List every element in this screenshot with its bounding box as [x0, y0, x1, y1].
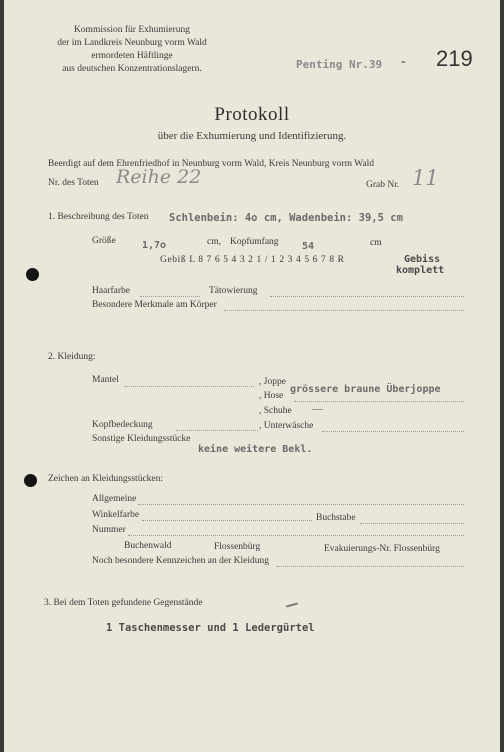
- commission-line: der im Landkreis Neunburg vorm Wald: [57, 38, 207, 48]
- commission-block: [52, 24, 212, 76]
- mantel-label: Mantel: [92, 375, 119, 385]
- sonstige-value: keine weitere Bekl.: [198, 444, 313, 455]
- commission-line: Kommission für Exhumierung: [73, 25, 191, 35]
- burial-location: Beerdigt auf dem Ehrenfriedhof in Neunburg vorm Wald, Kreis Neunburg vorm Wald: [48, 159, 374, 169]
- merkmale-label: Besondere Merkmale am Körper: [92, 300, 217, 310]
- page-subtitle: über die Exhumierung und Identifizierung.: [157, 130, 347, 142]
- flossenburg-label: Flossenbürg: [214, 542, 261, 552]
- buchenwald-label: Buchenwald: [124, 541, 172, 551]
- besondere-kennzeichen-label: Noch besondere Kennzeichen an der Kleidung: [92, 556, 269, 566]
- bone-measurements: Schlenbein: 4o cm, Wadenbein: 39,5 cm: [169, 212, 403, 224]
- toten-nr-value: Reihe 22: [116, 166, 202, 188]
- buchstabe-line: [360, 523, 464, 524]
- groesse-label: Größe: [92, 236, 116, 246]
- allgemeine-line: [138, 504, 464, 505]
- commission-line: ermordeten Häftlinge: [91, 51, 173, 61]
- section2-heading: 2. Kleidung:: [48, 352, 96, 362]
- hose-line: [294, 401, 464, 402]
- protocol-page: [4, 0, 500, 752]
- haarfarbe-label: Haarfarbe: [92, 286, 130, 296]
- kopfbedeckung-line: [176, 430, 258, 431]
- groesse-unit: cm,: [207, 237, 221, 247]
- winkelfarbe-line: [142, 520, 312, 521]
- punch-hole: [24, 474, 37, 487]
- unterwaesche-label: , Unterwäsche: [259, 421, 314, 431]
- pencil-mark: [286, 602, 298, 607]
- schuhe-value: —: [312, 403, 323, 415]
- buchstabe-label: Buchstabe: [316, 513, 356, 523]
- commission-line: aus deutschen Konzentrationslagern.: [62, 64, 202, 74]
- hose-label: , Hose: [259, 391, 284, 401]
- gebiss-value-line2: komplett: [396, 265, 445, 276]
- header-dash: -: [401, 54, 406, 69]
- evakuierung-label: Evakuierungs-Nr. Flossenbürg: [324, 544, 440, 554]
- mantel-line: [124, 386, 254, 387]
- kopfumfang-unit: cm: [370, 238, 382, 248]
- section1-heading: 1. Beschreibung des Toten: [48, 212, 149, 222]
- zeichen-heading: Zeichen an Kleidungsstücken:: [48, 474, 164, 484]
- nummer-line: [128, 535, 464, 536]
- allgemeine-label: Allgemeine: [92, 494, 137, 504]
- besondere-kennzeichen-line: [276, 566, 464, 567]
- grab-nr-value: 11: [412, 166, 439, 190]
- sonstige-label: Sonstige Kleidungsstücke: [92, 434, 191, 444]
- winkelfarbe-label: Winkelfarbe: [92, 510, 140, 520]
- joppe-value: grössere braune Überjoppe: [290, 384, 441, 395]
- taetowierung-label: Tätowierung: [209, 286, 258, 296]
- nummer-label: Nummer: [92, 525, 126, 535]
- punch-hole: [26, 268, 39, 281]
- page-title: Protokoll: [214, 104, 290, 125]
- grab-nr-label: Grab Nr.: [366, 180, 400, 190]
- kopfumfang-value: 54: [302, 241, 315, 252]
- stamp-reference: Penting Nr.39: [296, 58, 383, 71]
- merkmale-line: [224, 310, 464, 311]
- kopfumfang-label: Kopfumfang: [230, 237, 279, 247]
- toten-nr-label: Nr. des Toten: [48, 178, 99, 188]
- schuhe-label: , Schuhe: [259, 406, 292, 416]
- unterwaesche-line: [322, 431, 464, 432]
- section3-heading: 3. Bei dem Toten gefundene Gegenstände: [44, 598, 203, 608]
- joppe-label: , Joppe: [259, 377, 286, 387]
- found-items: 1 Taschenmesser und 1 Ledergürtel: [106, 622, 315, 634]
- taetowierung-line: [270, 296, 464, 297]
- kopfbedeckung-label: Kopfbedeckung: [92, 420, 153, 430]
- gebiss-value-line1: Gebiss: [404, 254, 441, 265]
- haarfarbe-line: [140, 296, 200, 297]
- page-number: 219: [436, 46, 473, 71]
- gebiss-label: Gebiß L 8 7 6 5 4 3 2 1 / 1 2 3 4 5 6 7 8 R: [160, 255, 345, 265]
- groesse-value: 1,7o: [142, 240, 167, 251]
